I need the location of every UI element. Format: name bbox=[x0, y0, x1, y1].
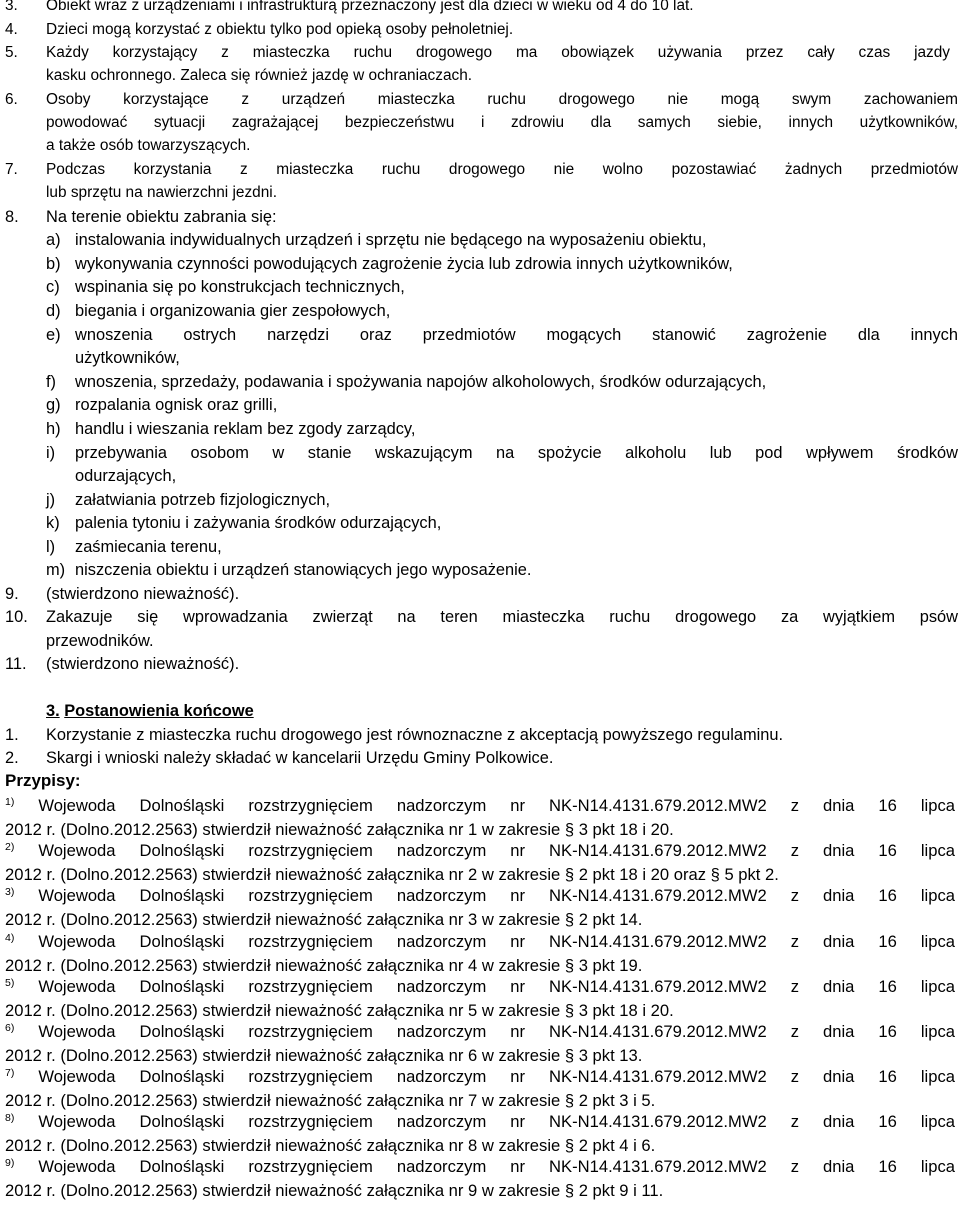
item-number: 8. bbox=[5, 208, 19, 226]
subitem-text: palenia tytoniu i zażywania środków odurzających, bbox=[75, 514, 442, 532]
footnote-text: Wojewoda Dolnośląski rozstrzygnięciem nadzorczym nr NK-N14.4131.679.2012.MW2 z dnia 16 lipca bbox=[38, 1067, 955, 1086]
footnote-text: 2012 r. (Dolno.2012.2563) stwierdził nieważność załącznika nr 3 w zakresie § 2 pkt 14. bbox=[5, 910, 643, 929]
footnote bbox=[5, 977, 955, 997]
footnote-marker: 2) bbox=[5, 841, 15, 853]
footnote-text: Wojewoda Dolnośląski rozstrzygnięciem nadzorczym nr NK-N14.4131.679.2012.MW2 z dnia 16 lipca bbox=[38, 796, 955, 815]
footnote-marker: 4) bbox=[5, 932, 15, 944]
item-text: (stwierdzono nieważność). bbox=[46, 655, 240, 673]
section-title: Postanowienia końcowe bbox=[64, 702, 254, 720]
subitem-text: załatwiania potrzeb fizjologicznych, bbox=[75, 491, 331, 509]
item-text: lub sprzętu na nawierzchni jezdni. bbox=[46, 184, 277, 201]
footnote-text: Wojewoda Dolnośląski rozstrzygnięciem nadzorczym nr NK-N14.4131.679.2012.MW2 z dnia 16 lipca bbox=[38, 1022, 955, 1041]
item-number: 11. bbox=[5, 655, 27, 673]
item-text: Korzystanie z miasteczka ruchu drogowego jest równoznaczne z akceptacją powyższego regulaminu. bbox=[46, 726, 784, 744]
footnote-marker: 8) bbox=[5, 1112, 15, 1124]
subitem-letter: d) bbox=[46, 302, 61, 320]
subitem-text: rozpalania ognisk oraz grilli, bbox=[75, 396, 278, 414]
subitem-text: wnoszenia ostrych narzędzi oraz przedmiotów mogących stanowić zagrożenie dla innych bbox=[75, 326, 958, 344]
subitem-letter: f) bbox=[46, 373, 57, 391]
subitem-text: biegania i organizowania gier zespołowych, bbox=[75, 302, 391, 320]
subitem-letter: l) bbox=[46, 538, 56, 556]
footnote-marker: 1) bbox=[5, 796, 15, 808]
item-text: Każdy korzystający z miasteczka ruchu drogowego ma obowiązek używania przez cały czas jazdy bbox=[46, 44, 950, 61]
item-text: (stwierdzono nieważność). bbox=[46, 585, 240, 603]
footnote-text: Wojewoda Dolnośląski rozstrzygnięciem nadzorczym nr NK-N14.4131.679.2012.MW2 z dnia 16 lipca bbox=[38, 932, 955, 951]
footnote bbox=[5, 932, 955, 952]
footnote-text: 2012 r. (Dolno.2012.2563) stwierdził nieważność załącznika nr 9 w zakresie § 2 pkt 9 i 11. bbox=[5, 1181, 664, 1200]
footnote-text: 2012 r. (Dolno.2012.2563) stwierdził nieważność załącznika nr 1 w zakresie § 3 pkt 18 i 20. bbox=[5, 820, 674, 839]
subitem-letter: c) bbox=[46, 278, 60, 296]
subitem-text: wspinania się po konstrukcjach technicznych, bbox=[75, 278, 405, 296]
item-text: Obiekt wraz z urządzeniami i infrastrukturą przeznaczony jest dla dzieci w wieku od 4 do 10 lat. bbox=[46, 0, 694, 14]
footnote-text: Wojewoda Dolnośląski rozstrzygnięciem nadzorczym nr NK-N14.4131.679.2012.MW2 z dnia 16 lipca bbox=[38, 977, 955, 996]
footnote-marker: 7) bbox=[5, 1067, 15, 1079]
subitem-letter: k) bbox=[46, 514, 60, 532]
footnote bbox=[5, 1022, 955, 1042]
footnotes-title: Przypisy: bbox=[5, 771, 81, 790]
section-heading bbox=[46, 701, 254, 721]
item-text: kasku ochronnego. Zaleca się również jazdę w ochraniaczach. bbox=[46, 67, 473, 84]
subitem-text: odurzających, bbox=[75, 467, 177, 485]
subitem-text: użytkowników, bbox=[75, 349, 180, 367]
footnote-text: 2012 r. (Dolno.2012.2563) stwierdził nieważność załącznika nr 2 w zakresie § 2 pkt 18 i 20 oraz § 5 pkt 2. bbox=[5, 865, 779, 884]
subitem-letter: e) bbox=[46, 326, 61, 344]
item-text: przewodników. bbox=[46, 632, 154, 650]
subitem-text: instalowania indywidualnych urządzeń i sprzętu nie będącego na wyposażeniu obiektu, bbox=[75, 231, 707, 249]
list-item bbox=[5, 0, 18, 16]
subitem-letter: a) bbox=[46, 231, 61, 249]
item-number: 4. bbox=[5, 21, 18, 38]
footnote-text: 2012 r. (Dolno.2012.2563) stwierdził nieważność załącznika nr 8 w zakresie § 2 pkt 4 i 6. bbox=[5, 1136, 656, 1155]
subitem-text: niszczenia obiektu i urządzeń stanowiących jego wyposażenie. bbox=[75, 561, 532, 579]
subitem-text: zaśmiecania terenu, bbox=[75, 538, 222, 556]
subitem-text: handlu i wieszania reklam bez zgody zarządcy, bbox=[75, 420, 416, 438]
footnote bbox=[5, 886, 955, 906]
footnote-marker: 3) bbox=[5, 886, 15, 898]
footnote-marker: 6) bbox=[5, 1022, 15, 1034]
item-number: 3. bbox=[5, 0, 18, 14]
subitem-letter: h) bbox=[46, 420, 61, 438]
footnote bbox=[5, 1112, 955, 1132]
item-text: Zakazuje się wprowadzania zwierząt na teren miasteczka ruchu drogowego za wyjątkiem psów bbox=[46, 608, 958, 626]
footnote bbox=[5, 1157, 955, 1177]
footnote-text: 2012 r. (Dolno.2012.2563) stwierdził nieważność załącznika nr 4 w zakresie § 3 pkt 19. bbox=[5, 956, 643, 975]
section-number: 3. bbox=[46, 702, 60, 720]
footnote-marker: 9) bbox=[5, 1157, 15, 1169]
subitem-text: przebywania osobom w stanie wskazującym na spożycie alkoholu lub pod wpływem środków bbox=[75, 444, 958, 462]
item-text: Osoby korzystające z urządzeń miasteczka ruchu drogowego nie mogą swym zachowaniem bbox=[46, 91, 958, 108]
item-number: 9. bbox=[5, 585, 19, 603]
subitem-text: wnoszenia, sprzedaży, podawania i spożywania napojów alkoholowych, środków odurzających, bbox=[75, 373, 767, 391]
footnote-text: Wojewoda Dolnośląski rozstrzygnięciem nadzorczym nr NK-N14.4131.679.2012.MW2 z dnia 16 lipca bbox=[38, 1157, 955, 1176]
item-text: Na terenie obiektu zabrania się: bbox=[46, 208, 277, 226]
footnote-text: Wojewoda Dolnośląski rozstrzygnięciem nadzorczym nr NK-N14.4131.679.2012.MW2 z dnia 16 lipca bbox=[38, 886, 955, 905]
item-text: Skargi i wnioski należy składać w kancelarii Urzędu Gminy Polkowice. bbox=[46, 749, 554, 767]
item-number: 2. bbox=[5, 749, 19, 767]
footnote-text: 2012 r. (Dolno.2012.2563) stwierdził nieważność załącznika nr 6 w zakresie § 3 pkt 13. bbox=[5, 1046, 643, 1065]
footnote-text: Wojewoda Dolnośląski rozstrzygnięciem nadzorczym nr NK-N14.4131.679.2012.MW2 z dnia 16 lipca bbox=[38, 1112, 955, 1131]
footnote-text: 2012 r. (Dolno.2012.2563) stwierdził nieważność załącznika nr 5 w zakresie § 3 pkt 18 i 20. bbox=[5, 1001, 674, 1020]
subitem-letter: m) bbox=[46, 561, 66, 579]
item-text: Dzieci mogą korzystać z obiektu tylko pod opieką osoby pełnoletniej. bbox=[46, 21, 514, 38]
subitem-letter: j) bbox=[46, 491, 56, 509]
item-number: 10. bbox=[5, 608, 28, 626]
item-text: Podczas korzystania z miasteczka ruchu drogowego nie wolno pozostawiać żadnych przedmiotów bbox=[46, 161, 958, 178]
footnote bbox=[5, 796, 955, 816]
item-text: a także osób towarzyszących. bbox=[46, 137, 251, 154]
footnote-text: Wojewoda Dolnośląski rozstrzygnięciem nadzorczym nr NK-N14.4131.679.2012.MW2 z dnia 16 lipca bbox=[38, 841, 955, 860]
subitem-text: wykonywania czynności powodujących zagrożenie życia lub zdrowia innych użytkowników, bbox=[75, 255, 733, 273]
subitem-letter: g) bbox=[46, 396, 61, 414]
subitem-letter: i) bbox=[46, 444, 56, 462]
footnote bbox=[5, 1067, 955, 1087]
item-number: 1. bbox=[5, 726, 19, 744]
footnote-text: 2012 r. (Dolno.2012.2563) stwierdził nieważność załącznika nr 7 w zakresie § 2 pkt 3 i 5. bbox=[5, 1091, 656, 1110]
item-number: 7. bbox=[5, 161, 18, 178]
item-text: powodować sytuacji zagrażającej bezpieczeństwu i zdrowiu dla samych siebie, innych użytkowników, bbox=[46, 114, 958, 131]
subitem-letter: b) bbox=[46, 255, 61, 273]
item-number: 5. bbox=[5, 44, 18, 61]
footnote bbox=[5, 841, 955, 861]
footnote-marker: 5) bbox=[5, 977, 15, 989]
item-number: 6. bbox=[5, 91, 18, 108]
